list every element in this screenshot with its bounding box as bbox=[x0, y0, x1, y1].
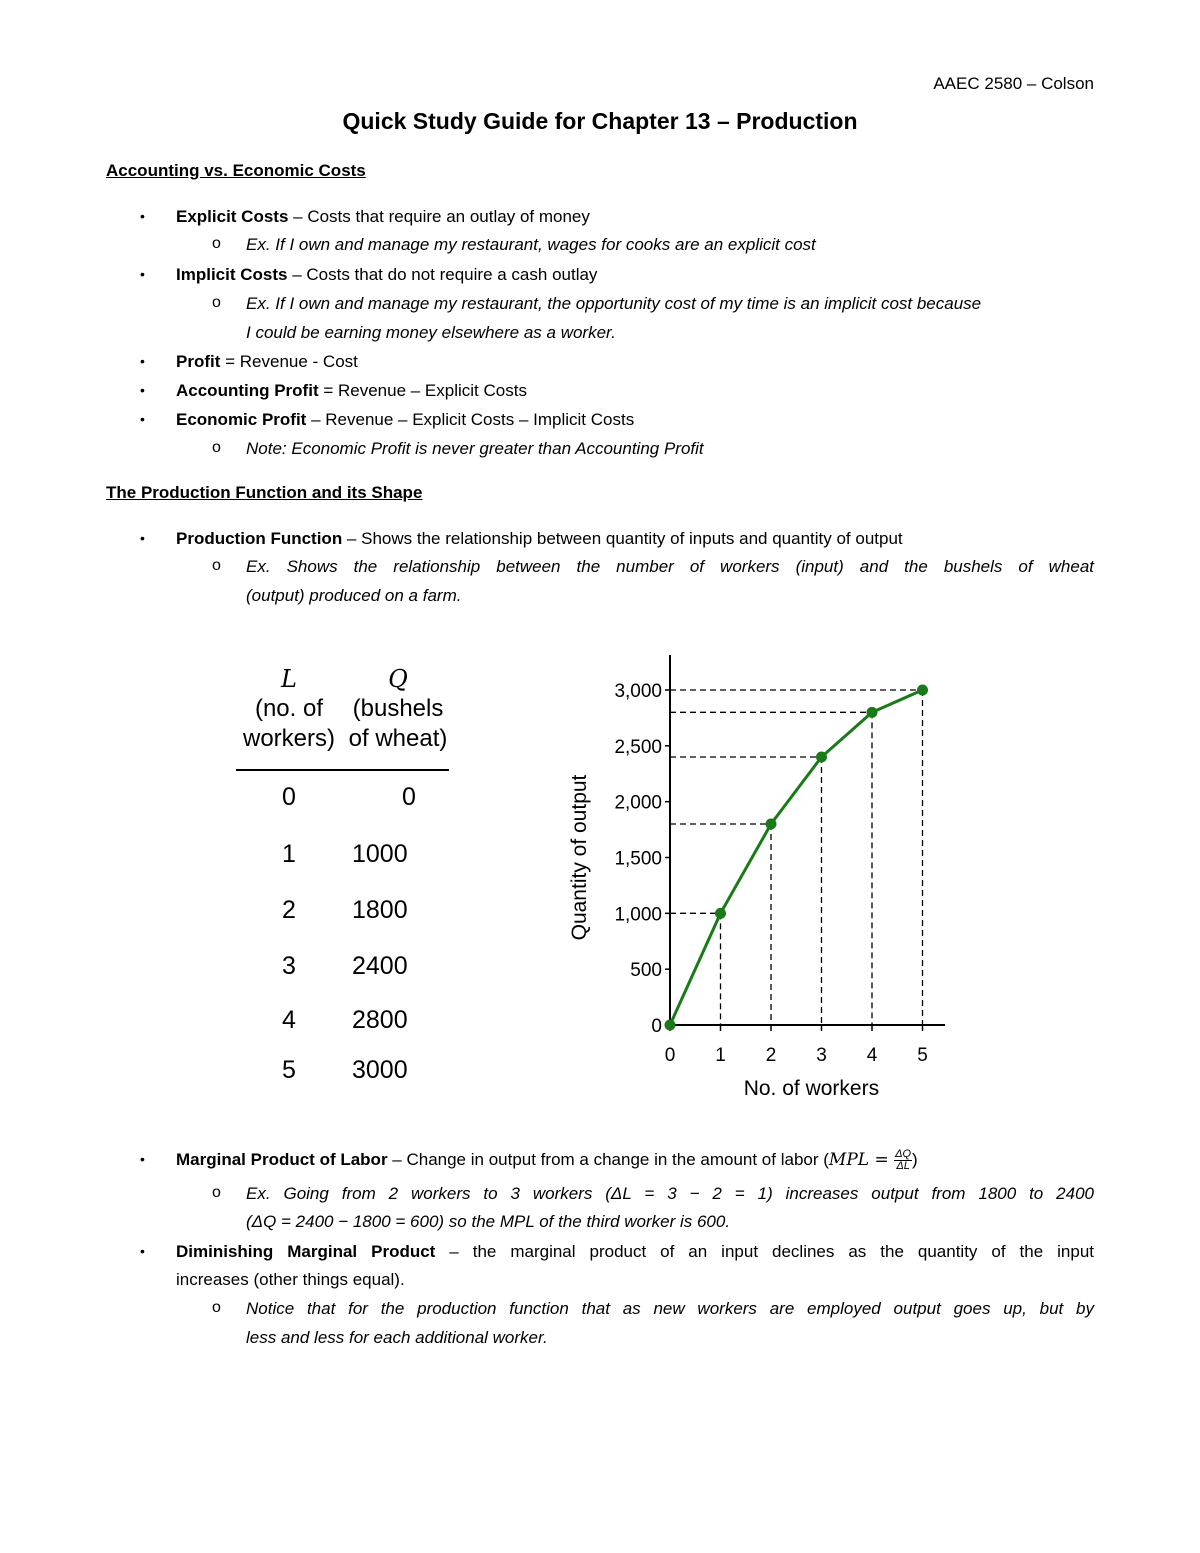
course-header: AAEC 2580 – Colson bbox=[933, 74, 1094, 93]
term: Implicit Costs bbox=[176, 265, 288, 284]
y-tick-label: 0 bbox=[651, 1016, 662, 1037]
section-heading-production-function: The Production Function and its Shape bbox=[106, 483, 423, 502]
series-line bbox=[670, 690, 923, 1025]
y-axis-label: Quantity of output bbox=[568, 774, 591, 941]
table-cell-L: 3 bbox=[282, 952, 296, 980]
x-tick-label: 0 bbox=[664, 1045, 676, 1066]
sub-bullet: o bbox=[212, 439, 221, 456]
y-tick-label: 1,500 bbox=[614, 848, 662, 870]
bullet: • bbox=[140, 353, 145, 369]
definition: – Revenue – Explicit Costs – Implicit Costs bbox=[306, 410, 635, 429]
accounting-profit-item bbox=[176, 380, 527, 402]
term: Accounting Profit bbox=[176, 381, 319, 400]
bullet: • bbox=[140, 266, 145, 282]
bullet: • bbox=[140, 382, 145, 398]
fraction-numerator: ΔQ bbox=[895, 1148, 912, 1161]
x-axis-label: No. of workers bbox=[743, 1077, 880, 1100]
table-cell-L: 4 bbox=[282, 1006, 296, 1034]
sub-bullet: o bbox=[212, 294, 221, 311]
data-point bbox=[917, 685, 928, 696]
labor-label-line2: workers) bbox=[242, 725, 335, 752]
bullet: • bbox=[140, 411, 145, 427]
term: Profit bbox=[176, 352, 221, 371]
term: Diminishing Marginal Product bbox=[176, 1242, 436, 1261]
table-cell-Q: 1800 bbox=[352, 896, 408, 924]
implicit-costs-item bbox=[176, 264, 597, 286]
profit-item bbox=[176, 351, 358, 373]
production-function-example-line2: (output) produced on a farm. bbox=[246, 586, 462, 605]
x-tick-label: 3 bbox=[816, 1045, 827, 1066]
y-tick-label: 3,000 bbox=[614, 681, 662, 702]
sub-bullet: o bbox=[212, 235, 221, 252]
economic-profit-item bbox=[176, 409, 634, 431]
labor-symbol: L bbox=[281, 665, 297, 693]
data-point bbox=[715, 908, 726, 919]
table-cell-L: 5 bbox=[282, 1056, 296, 1084]
y-tick-label: 2,500 bbox=[614, 736, 662, 758]
term: Production Function bbox=[176, 529, 343, 548]
mpl-fraction bbox=[894, 1149, 912, 1172]
definition: – Costs that do not require a cash outlay bbox=[287, 265, 598, 284]
labor-label-line1: (no. of bbox=[254, 695, 324, 722]
dmp-item-line2: increases (other things equal). bbox=[176, 1270, 405, 1289]
production-function-item bbox=[176, 528, 903, 550]
output-label-line1: (bushels bbox=[352, 695, 444, 722]
table-cell-Q: 3000 bbox=[352, 1056, 408, 1084]
y-tick-label: 1,000 bbox=[614, 904, 662, 926]
term: Economic Profit bbox=[176, 410, 307, 429]
implicit-costs-example-line1: Ex. If I own and manage my restaurant, the opportunity cost of my time is an implicit cost because bbox=[246, 294, 982, 313]
table-rule bbox=[236, 769, 449, 771]
mpl-example-line2: (ΔQ = 2400 − 1800 = 600) so the MPL of the third worker is 600. bbox=[246, 1212, 731, 1231]
implicit-costs-example-line2: I could be earning money elsewhere as a worker. bbox=[246, 323, 616, 342]
data-point bbox=[816, 752, 827, 763]
definition: – the marginal product of an input declines as the quantity of the input bbox=[435, 1242, 1094, 1261]
page-title: Quick Study Guide for Chapter 13 – Production bbox=[342, 108, 858, 134]
explicit-costs-item bbox=[176, 206, 590, 228]
table-cell-Q: 2400 bbox=[352, 952, 408, 980]
table-cell-L: 2 bbox=[282, 896, 296, 924]
definition: – Change in output from a change in the amount of labor ( bbox=[387, 1150, 829, 1169]
table-cell-Q: 2800 bbox=[352, 1006, 408, 1034]
bullet: • bbox=[140, 1151, 145, 1167]
sub-bullet: o bbox=[212, 557, 221, 574]
data-point bbox=[665, 1020, 676, 1031]
production-function-chart bbox=[540, 640, 960, 1110]
section-heading-costs: Accounting vs. Economic Costs bbox=[106, 161, 366, 180]
data-point bbox=[766, 819, 777, 830]
x-tick-label: 1 bbox=[715, 1045, 726, 1066]
output-label-line2: of wheat) bbox=[348, 725, 448, 752]
table-cell-Q: 1000 bbox=[352, 840, 408, 868]
production-function-example-line1: Ex. Shows the relationship between the number of workers (input) and the bushels of wheat bbox=[246, 557, 1094, 576]
definition: = Revenue - Cost bbox=[220, 352, 358, 371]
bullet: • bbox=[140, 530, 145, 546]
y-tick-label: 500 bbox=[630, 960, 662, 982]
fraction-denominator: ΔL bbox=[896, 1160, 910, 1173]
table-cell-Q: 0 bbox=[402, 783, 416, 811]
data-point bbox=[867, 707, 878, 718]
definition: – Costs that require an outlay of money bbox=[288, 207, 590, 226]
sub-bullet: o bbox=[212, 1184, 221, 1201]
term: Explicit Costs bbox=[176, 207, 289, 226]
economic-profit-note: Note: Economic Profit is never greater than Accounting Profit bbox=[246, 439, 704, 458]
close-paren: ) bbox=[912, 1150, 918, 1169]
sub-bullet: o bbox=[212, 1299, 221, 1316]
definition: – Shows the relationship between quantity of inputs and quantity of output bbox=[342, 529, 903, 548]
output-symbol: Q bbox=[388, 665, 408, 693]
bullet: • bbox=[140, 1243, 145, 1259]
table-cell-L: 1 bbox=[282, 840, 296, 868]
table-header-labor bbox=[236, 664, 342, 754]
x-tick-label: 5 bbox=[917, 1045, 928, 1066]
table-cell-L: 0 bbox=[282, 783, 296, 811]
mpl-formula: MPL = bbox=[828, 1150, 895, 1170]
term: Marginal Product of Labor bbox=[176, 1150, 388, 1169]
x-tick-label: 4 bbox=[866, 1045, 878, 1066]
explicit-costs-example: Ex. If I own and manage my restaurant, wages for cooks are an explicit cost bbox=[246, 235, 816, 254]
dmp-item-line1 bbox=[176, 1241, 1094, 1263]
table-header-output bbox=[342, 664, 454, 754]
x-tick-label: 2 bbox=[765, 1045, 777, 1066]
dmp-example-line1: Notice that for the production function that as new workers are employed output goes up, but by bbox=[246, 1299, 1094, 1318]
mpl-example-line1: Ex. Going from 2 workers to 3 workers (ΔL = 3 − 2 = 1) increases output from 1800 to 2400 bbox=[246, 1184, 1094, 1203]
dmp-example-line2: less and less for each additional worker. bbox=[246, 1328, 548, 1347]
bullet: • bbox=[140, 208, 145, 224]
y-tick-label: 2,000 bbox=[614, 792, 662, 814]
definition: = Revenue – Explicit Costs bbox=[318, 381, 527, 400]
mpl-item bbox=[176, 1149, 918, 1172]
